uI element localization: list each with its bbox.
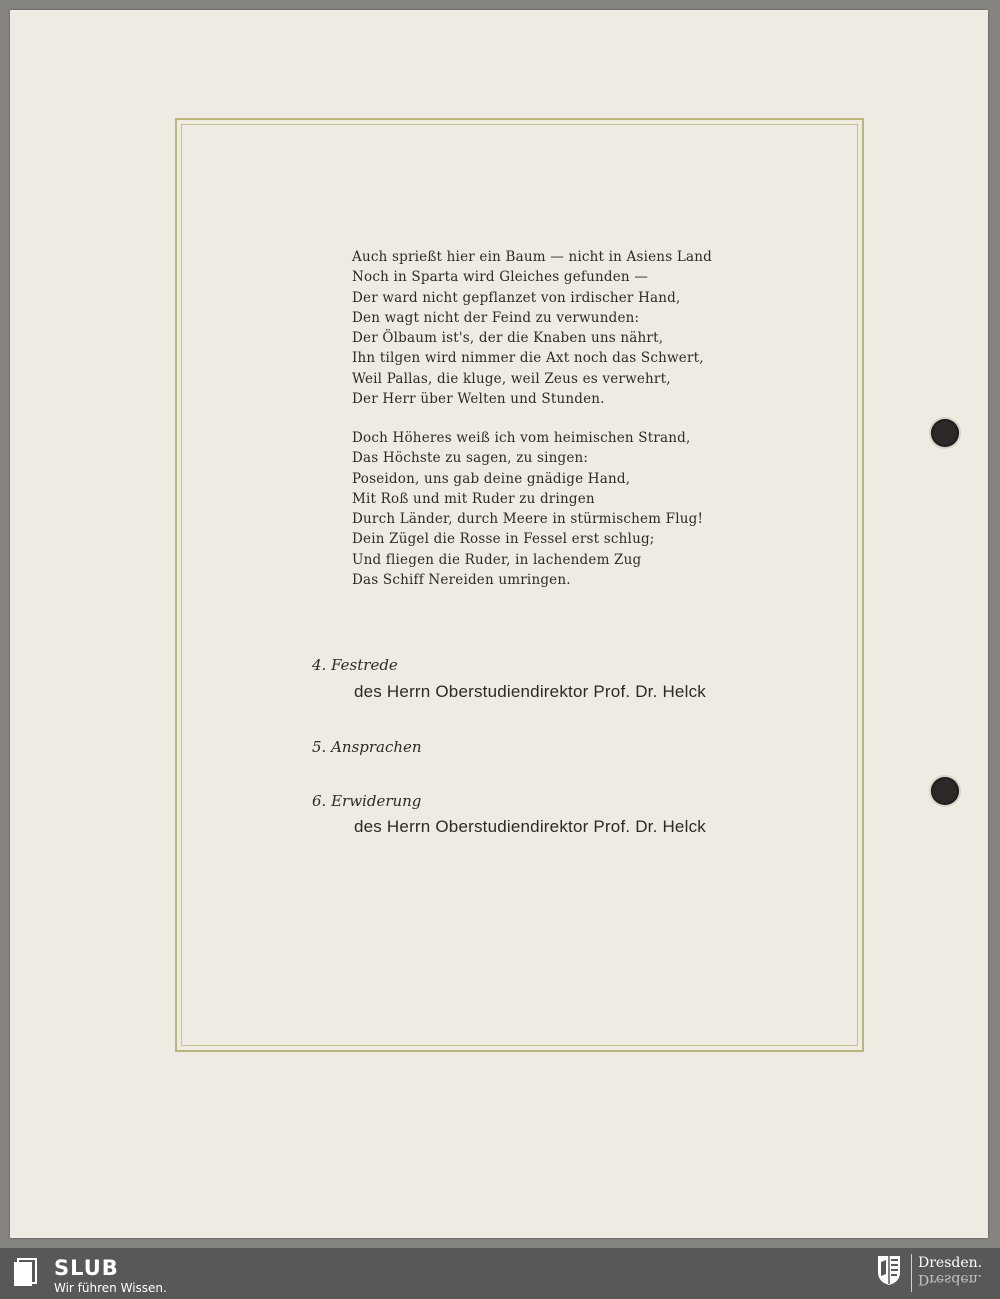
poem-stanza-1 [352,247,712,409]
program-item-erwiderung-speaker: des Herrn Oberstudiendirektor Prof. Dr. Helck [354,817,706,836]
poem-line: Der ward nicht gepflanzet von irdischer Hand, [352,289,681,306]
dresden-wordmark-reflection: Dresden. [918,1271,983,1287]
poem-line: Auch sprießt hier ein Baum — nicht in Asiens Land [352,249,712,265]
footer-divider [911,1254,912,1292]
poem-stanza-2 [352,428,703,590]
poem-line: Das Schiff Nereiden umringen. [352,572,571,589]
viewer-footer [0,1248,1000,1299]
dresden-crest-icon [876,1254,902,1286]
poem-line: Weil Pallas, die kluge, weil Zeus es verwehrt, [352,370,671,387]
program-item-erwiderung-title: 6. Erwiderung [312,792,422,810]
slub-tagline: Wir führen Wissen. [54,1281,167,1295]
slub-logo-icon [12,1258,38,1288]
slub-brand[interactable]: SLUB [54,1256,119,1280]
poem-line: Den wagt nicht der Feind zu verwunden: [352,309,640,326]
poem-line: Durch Länder, durch Meere in stürmischem Flug! [352,511,704,528]
program-item-festrede-title: 4. Festrede [312,656,398,674]
punch-hole [931,777,959,805]
poem-line: Und fliegen die Ruder, in lachendem Zug [352,551,642,568]
dresden-wordmark[interactable]: Dresden. [918,1255,983,1271]
poem-line: Ihn tilgen wird nimmer die Axt noch das Schwert, [352,350,704,367]
poem-line: Dein Zügel die Rosse in Fessel erst schlug; [352,531,655,548]
poem-line: Mit Roß und mit Ruder zu dringen [352,490,595,507]
program-item-ansprachen-title: 5. Ansprachen [312,738,422,756]
poem-line: Das Höchste zu sagen, zu singen: [352,450,589,467]
punch-hole [931,419,959,447]
poem-line: Der Ölbaum ist's, der die Knaben uns nährt, [352,330,664,347]
poem-line: Doch Höheres weiß ich vom heimischen Strand, [352,430,691,446]
poem-line: Poseidon, uns gab deine gnädige Hand, [352,470,631,487]
poem-line: Noch in Sparta wird Gleiches gefunden — [352,269,649,286]
program-item-festrede-speaker: des Herrn Oberstudiendirektor Prof. Dr. Helck [354,682,706,701]
poem-line: Der Herr über Welten und Stunden. [352,391,605,408]
